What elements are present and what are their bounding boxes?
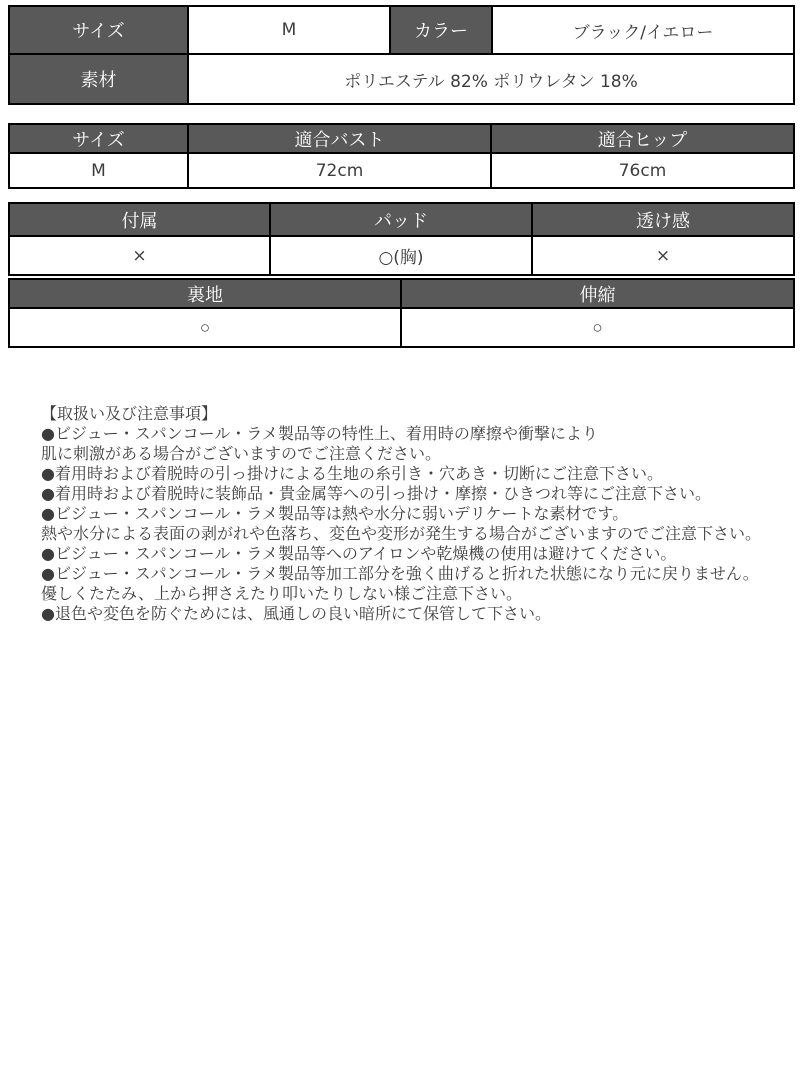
table-row	[9, 279, 794, 308]
care-note-line: ●退色や変色を防ぐためには、風通しの良い暗所にて保管して下さい。	[41, 604, 551, 623]
table-row	[9, 54, 794, 104]
size-label: サイズ	[9, 6, 188, 54]
pad-value: ○(胸)	[270, 236, 532, 275]
care-note-line: ●ビジュー・スパンコール・ラメ製品等の特性上、着用時の摩擦や衝撃により	[41, 424, 598, 443]
care-note-line: 優しくたたみ、上から押さえたり叩いたりしない様ご注意下さい。	[41, 584, 522, 603]
hip-value: 76cm	[491, 153, 794, 188]
hip-header: 適合ヒップ	[491, 124, 794, 153]
material-label: 素材	[9, 54, 188, 104]
table-row	[9, 153, 794, 188]
care-note-line: ●着用時および着脱時に装飾品・貴金属等への引っ掛け・摩擦・ひきつれ等にご注意下さい。	[41, 484, 711, 503]
care-note-line: ●ビジュー・スパンコール・ラメ製品等加工部分を強く曲げると折れた状態になり元に戻りません。	[41, 564, 759, 583]
table-row	[9, 124, 794, 153]
attachment-header: 付属	[9, 203, 270, 236]
measurement-size-header: サイズ	[9, 124, 188, 153]
lining-stretch-table	[8, 278, 795, 348]
color-value: ブラック/イエロー	[492, 6, 794, 54]
care-note-line: ●着用時および着脱時の引っ掛けによる生地の糸引き・穴あき・切断にご注意下さい。	[41, 464, 663, 483]
care-notes-title: 【取扱い及び注意事項】	[41, 404, 218, 423]
size-value: M	[188, 6, 390, 54]
size-color-material-table	[8, 5, 795, 105]
lining-value: ○	[9, 308, 401, 347]
care-note-line: 肌に刺激がある場合がございますのでご注意ください。	[41, 444, 442, 463]
care-note-line: 熱や水分による表面の剥がれや色落ち、変色や変形が発生する場合がございますのでご注意下さい。	[41, 524, 762, 543]
attachment-value: ×	[9, 236, 270, 275]
sheerness-header: 透け感	[532, 203, 794, 236]
material-value: ポリエステル 82% ポリウレタン 18%	[188, 54, 794, 104]
measurement-size-value: M	[9, 153, 188, 188]
feature-table	[8, 202, 795, 276]
measurement-table	[8, 123, 795, 189]
care-notes	[41, 404, 772, 624]
bust-value: 72cm	[188, 153, 491, 188]
stretch-value: ○	[401, 308, 794, 347]
table-row	[9, 6, 794, 54]
lining-header: 裏地	[9, 279, 401, 308]
care-note-line: ●ビジュー・スパンコール・ラメ製品等へのアイロンや乾燥機の使用は避けてください。	[41, 544, 677, 563]
sheerness-value: ×	[532, 236, 794, 275]
table-row	[9, 203, 794, 236]
stretch-header: 伸縮	[401, 279, 794, 308]
bust-header: 適合バスト	[188, 124, 491, 153]
table-row	[9, 236, 794, 275]
table-row	[9, 308, 794, 347]
care-note-line: ●ビジュー・スパンコール・ラメ製品等は熱や水分に弱いデリケートな素材です。	[41, 504, 629, 523]
pad-header: パッド	[270, 203, 532, 236]
color-label: カラー	[390, 6, 492, 54]
